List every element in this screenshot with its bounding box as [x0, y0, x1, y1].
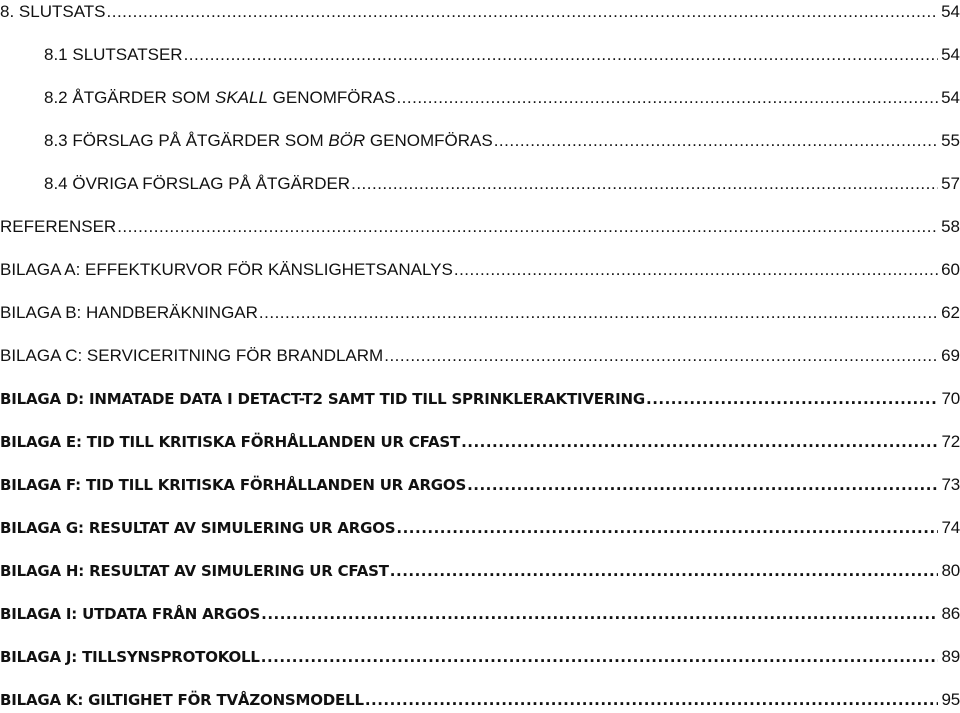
- toc-page-number: 70: [941, 389, 960, 408]
- toc-entry-bilaga-f[interactable]: [0, 472, 960, 498]
- toc-entry-title: BILAGA J: TILLSYNSPROTOKOLL: [0, 648, 260, 666]
- toc-page-number: 57: [941, 174, 960, 193]
- toc-entry-title: BILAGA G: RESULTAT AV SIMULERING UR ARGOS: [0, 519, 396, 537]
- toc-entry-title: BILAGA C: SERVICERITNING FÖR BRANDLARM: [0, 346, 384, 365]
- toc-title-part: GENOMFÖRAS: [267, 88, 396, 107]
- toc-dot-leader: [107, 0, 939, 25]
- toc-entry-atgarder-skall[interactable]: [0, 85, 960, 111]
- toc-dot-leader: [494, 128, 938, 154]
- toc-dot-leader: [384, 343, 938, 369]
- toc-page-number: 60: [941, 260, 960, 279]
- toc-page-number: 80: [941, 561, 960, 580]
- toc-page-number: 73: [941, 475, 960, 494]
- toc-title-part: 8.3 FÖRSLAG PÅ ÅTGÄRDER SOM: [44, 131, 329, 150]
- toc-entry-atgarder-bor[interactable]: [0, 128, 960, 154]
- toc-entry-title: BILAGA K: GILTIGHET FÖR TVÅZONSMODELL: [0, 691, 364, 709]
- toc-page-number: 95: [941, 690, 960, 709]
- toc-entry-bilaga-c[interactable]: [0, 343, 960, 369]
- toc-entry-title: BILAGA D: INMATADE DATA I DETACT-T2 SAMT TID TILL SPRINKLERAKTIVERING: [0, 390, 646, 408]
- toc-page-number: 86: [941, 604, 960, 623]
- toc-entry-title: 8.4 ÖVRIGA FÖRSLAG PÅ ÅTGÄRDER: [44, 174, 351, 193]
- toc-entry-title: [44, 128, 493, 154]
- toc-entry-bilaga-a[interactable]: [0, 257, 960, 283]
- toc-entry-title: BILAGA F: TID TILL KRITISKA FÖRHÅLLANDEN UR ARGOS: [0, 476, 467, 494]
- toc-dot-leader: [396, 85, 938, 111]
- toc-entry-bilaga-e[interactable]: [0, 429, 960, 455]
- toc-dot-leader: [461, 429, 938, 455]
- toc-entry-bilaga-i[interactable]: [0, 601, 960, 627]
- toc-entry-ovriga-forslag[interactable]: [0, 171, 960, 197]
- toc-page-number: 55: [941, 131, 960, 150]
- toc-page-number: 58: [941, 217, 960, 236]
- toc-entry-title: BILAGA A: EFFEKTKURVOR FÖR KÄNSLIGHETSANALYS: [0, 260, 453, 279]
- toc-dot-leader: [646, 386, 938, 412]
- toc-entry-slutsatser[interactable]: [0, 42, 960, 68]
- toc-title-part: 8.2 ÅTGÄRDER SOM: [44, 88, 215, 107]
- toc-page-number: 54: [941, 2, 960, 21]
- toc-entry-bilaga-k[interactable]: [0, 687, 960, 713]
- toc-dot-leader: [396, 515, 938, 541]
- toc-dot-leader: [454, 257, 938, 283]
- toc-entry-title: 8.1 SLUTSATSER: [44, 45, 183, 64]
- toc-page-number: 54: [941, 88, 960, 107]
- toc-page-number: 62: [941, 303, 960, 322]
- toc-entry-bilaga-h[interactable]: [0, 558, 960, 584]
- toc-page-number: 54: [941, 45, 960, 64]
- toc-entry-title: [44, 85, 395, 111]
- toc-entry-title: 8. SLUTSATS: [0, 2, 106, 21]
- toc-dot-leader: [467, 472, 938, 498]
- toc-dot-leader: [117, 214, 938, 240]
- toc-entry-title: BILAGA I: UTDATA FRÅN ARGOS: [0, 605, 261, 623]
- toc-title-part: GENOMFÖRAS: [365, 131, 493, 150]
- toc-entry-bilaga-j[interactable]: [0, 644, 960, 670]
- toc-entry-title: BILAGA H: RESULTAT AV SIMULERING UR CFAST: [0, 562, 389, 580]
- toc-dot-leader: [259, 300, 938, 326]
- toc-entry-bilaga-b[interactable]: [0, 300, 960, 326]
- toc-dot-leader: [184, 42, 939, 68]
- toc-title-emphasis: SKALL: [214, 88, 268, 107]
- toc-page-number: 74: [941, 518, 960, 537]
- toc-entry-referenser[interactable]: [0, 214, 960, 240]
- toc-dot-leader: [365, 687, 939, 713]
- toc-title-emphasis: BÖR: [328, 131, 366, 150]
- toc-entry-slutsats[interactable]: [0, 0, 960, 25]
- toc-page-number: 89: [941, 647, 960, 666]
- toc-page-number: 69: [941, 346, 960, 365]
- toc-dot-leader: [390, 558, 939, 584]
- toc-dot-leader: [261, 644, 939, 670]
- toc-entry-title: REFERENSER: [0, 217, 117, 236]
- toc-entry-title: BILAGA E: TID TILL KRITISKA FÖRHÅLLANDEN UR CFAST: [0, 433, 461, 451]
- toc-dot-leader: [261, 601, 938, 627]
- toc-entry-title: BILAGA B: HANDBERÄKNINGAR: [0, 303, 258, 322]
- toc-entry-bilaga-g[interactable]: [0, 515, 960, 541]
- toc-page-number: 72: [941, 432, 960, 451]
- toc-entry-bilaga-d[interactable]: [0, 386, 960, 412]
- toc-dot-leader: [351, 171, 938, 197]
